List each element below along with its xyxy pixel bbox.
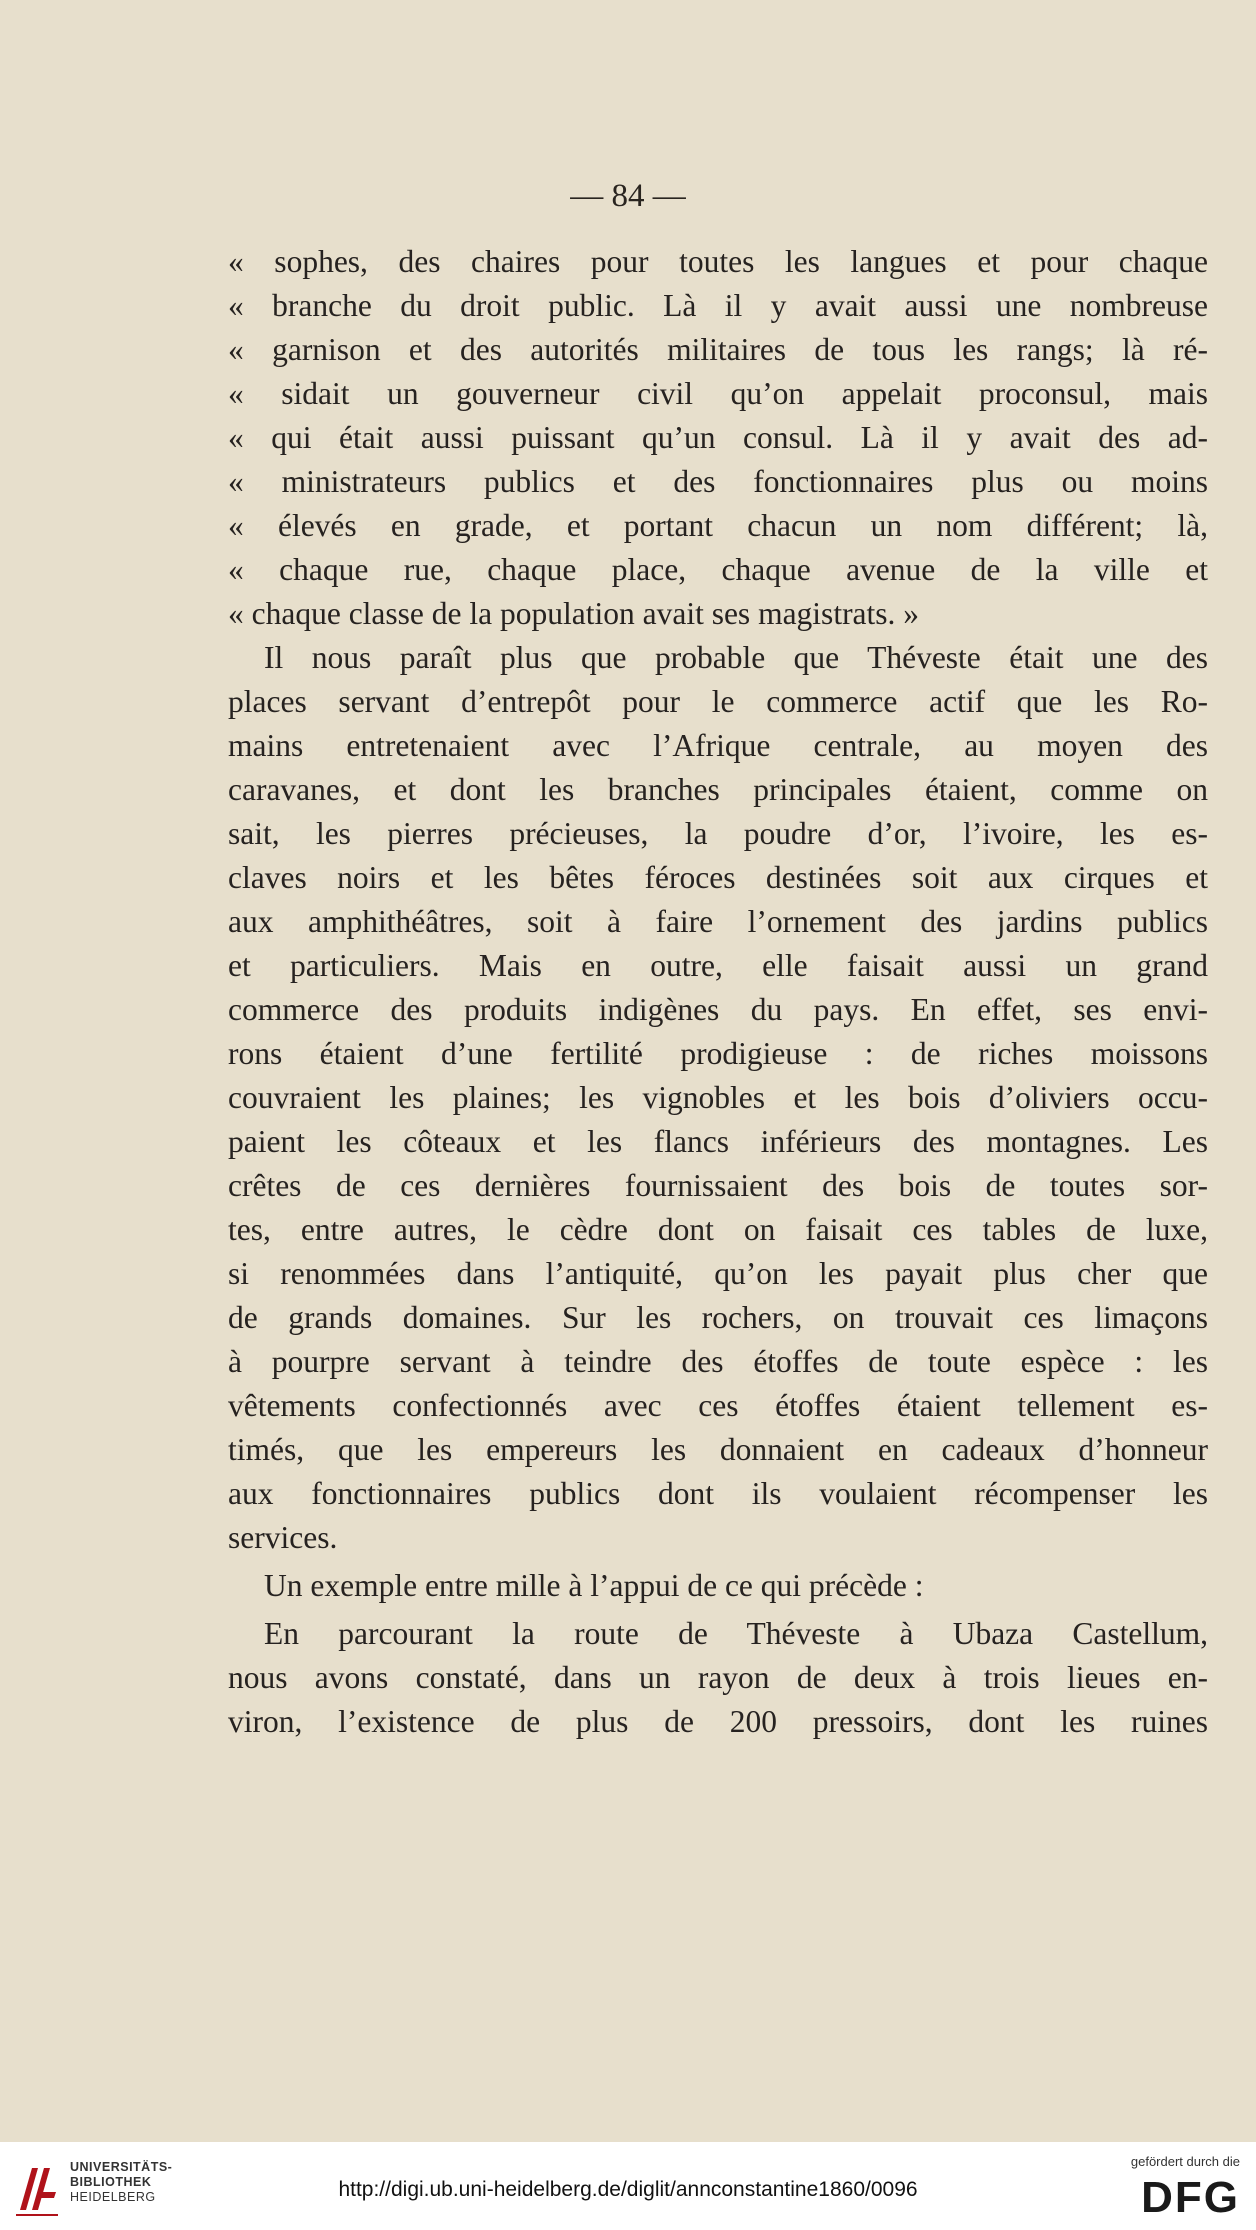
text-line: commerce des produits indigènes du pays. En effet, ses envi- (228, 992, 1208, 1027)
text-line: « qui était aussi puissant qu’un consul. Là il y avait des ad- (228, 420, 1208, 455)
text-line: aux fonctionnaires publics dont ils voulaient récompenser les (228, 1476, 1208, 1511)
text-line: rons étaient d’une fertilité prodigieuse : de riches moissons (228, 1036, 1208, 1071)
text-line: crêtes de ces dernières fournissaient des bois de toutes sor- (228, 1168, 1208, 1203)
dfg-logo: DFG (1141, 2173, 1240, 2222)
text-line: « branche du droit public. Là il y avait aussi une nombreuse (228, 288, 1208, 323)
text-line: paient les côteaux et les flancs inférieurs des montagnes. Les (228, 1124, 1208, 1159)
text-line: de grands domaines. Sur les rochers, on trouvait ces limaçons (228, 1300, 1208, 1335)
text-line: « garnison et des autorités militaires de tous les rangs; là ré- (228, 332, 1208, 367)
text-line: services. (228, 1520, 338, 1555)
text-line: et particuliers. Mais en outre, elle faisait aussi un grand (228, 948, 1208, 983)
text-line: tes, entre autres, le cèdre dont on faisait ces tables de luxe, (228, 1212, 1208, 1247)
text-line: places servant d’entrepôt pour le commerce actif que les Ro- (228, 684, 1208, 719)
library-name-line: HEIDELBERG (70, 2190, 156, 2204)
text-line: « sophes, des chaires pour toutes les langues et pour chaque (228, 244, 1208, 279)
text-line: couvraient les plaines; les vignobles et les bois d’oliviers occu- (228, 1080, 1208, 1115)
text-line: « ministrateurs publics et des fonctionnaires plus ou moins (228, 464, 1208, 499)
body-text (228, 240, 1208, 1744)
text-line: « chaque rue, chaque place, chaque avenue de la ville et (228, 552, 1208, 587)
paragraph-start-line: Un exemple entre mille à l’appui de ce qui précède : (264, 1568, 924, 1603)
digitization-footer (0, 2142, 1256, 2230)
paragraph-start-line: Il nous paraît plus que probable que Théveste était une des (264, 640, 1208, 675)
text-line: timés, que les empereurs les donnaient en cadeaux d’honneur (228, 1432, 1208, 1467)
text-line: sait, les pierres précieuses, la poudre d’or, l’ivoire, les es- (228, 816, 1208, 851)
text-line: aux amphithéâtres, soit à faire l’ornement des jardins publics (228, 904, 1208, 939)
page-number: — 84 — (570, 178, 686, 214)
text-line: mains entretenaient avec l’Afrique centrale, au moyen des (228, 728, 1208, 763)
library-name-line: BIBLIOTHEK (70, 2175, 152, 2189)
text-line: si renommées dans l’antiquité, qu’on les payait plus cher que (228, 1256, 1208, 1291)
text-line: « élevés en grade, et portant chacun un nom différent; là, (228, 508, 1208, 543)
text-line: à pourpre servant à teindre des étoffes de toute espèce : les (228, 1344, 1208, 1379)
library-name-line: UNIVERSITÄTS- (70, 2160, 173, 2174)
text-line: vêtements confectionnés avec ces étoffes étaient tellement es- (228, 1388, 1208, 1423)
text-line: claves noirs et les bêtes féroces destinées soit aux cirques et (228, 860, 1208, 895)
text-line: « chaque classe de la population avait ses magistrats. » (228, 596, 920, 631)
text-line: viron, l’existence de plus de 200 pressoirs, dont les ruines (228, 1704, 1208, 1739)
text-line: caravanes, et dont les branches principales étaient, comme on (228, 772, 1208, 807)
funder-note: gefördert durch die (1130, 2154, 1240, 2169)
source-url-link[interactable]: http://digi.ub.uni-heidelberg.de/diglit/annconstantine1860/0096 (338, 2178, 918, 2201)
text-line: nous avons constaté, dans un rayon de deux à trois lieues en- (228, 1660, 1208, 1695)
paragraph-start-line: En parcourant la route de Théveste à Ubaza Castellum, (264, 1616, 1208, 1651)
text-line: « sidait un gouverneur civil qu’on appelait proconsul, mais (228, 376, 1208, 411)
